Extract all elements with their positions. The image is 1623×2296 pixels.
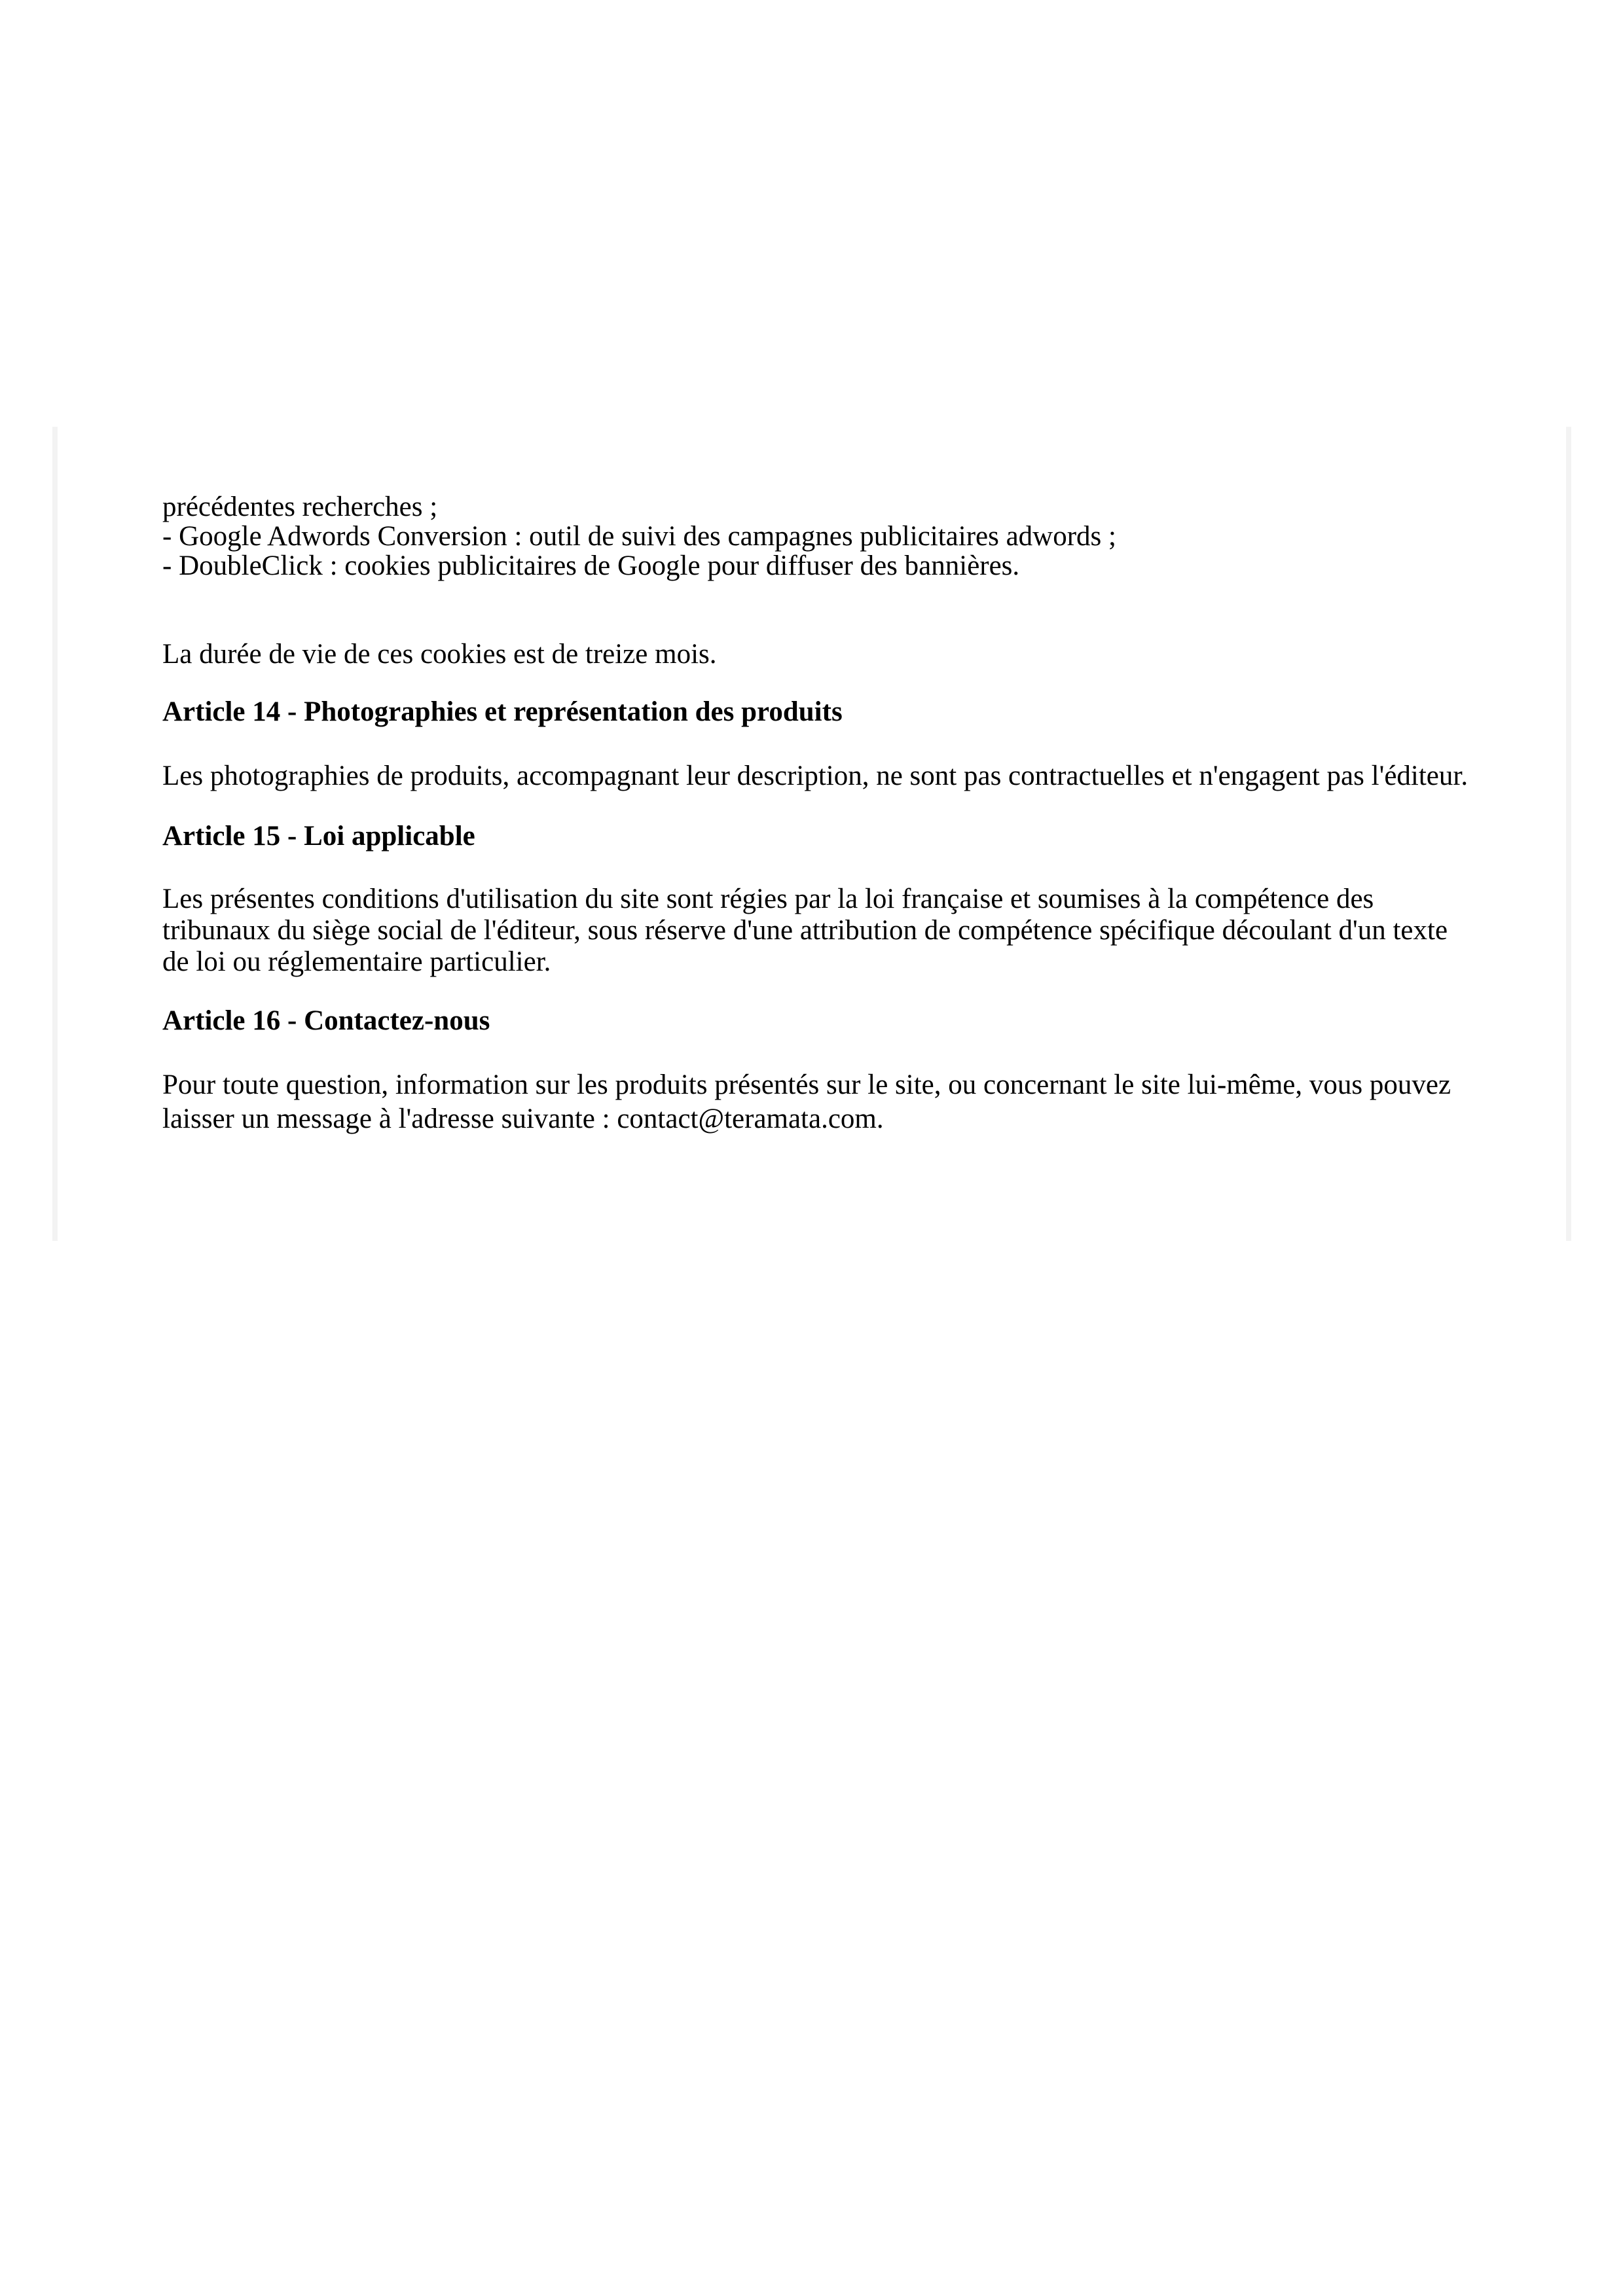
article-16-heading: Article 16 - Contactez-nous [162,1005,490,1036]
article-16-body: Pour toute question, information sur les produits présentés sur le site, ou concernant le site lui-même, vous pouvez laisser un message à l'adresse suivante : contact@teramata.com. [162,1069,1451,1134]
intro-line: - Google Adwords Conversion : outil de suivi des campagnes publicitaires adwords ; [162,521,1116,552]
intro-line: - DoubleClick : cookies publicitaires de Google pour diffuser des bannières. [162,550,1020,581]
article-14-body: Les photographies de produits, accompagnant leur description, ne sont pas contractuelles et n'engagent pas l'éditeur. [162,761,1468,791]
document-body [162,492,1472,1136]
intro-line: précédentes recherches ; [162,492,438,522]
article-15-heading: Article 15 - Loi applicable [162,821,475,852]
article-14-heading: Article 14 - Photographies et représentation des produits [162,696,843,727]
article-15-body: Les présentes conditions d'utilisation du site sont régies par la loi française et soumises à la compétence des tribunaux du siège social de l'éditeur, sous réserve d'une attribution de compétence spécifique découlant d'un texte de loi ou réglementaire particulier. [162,884,1448,977]
cookie-lifetime-text: La durée de vie de ces cookies est de treize mois. [162,639,717,670]
